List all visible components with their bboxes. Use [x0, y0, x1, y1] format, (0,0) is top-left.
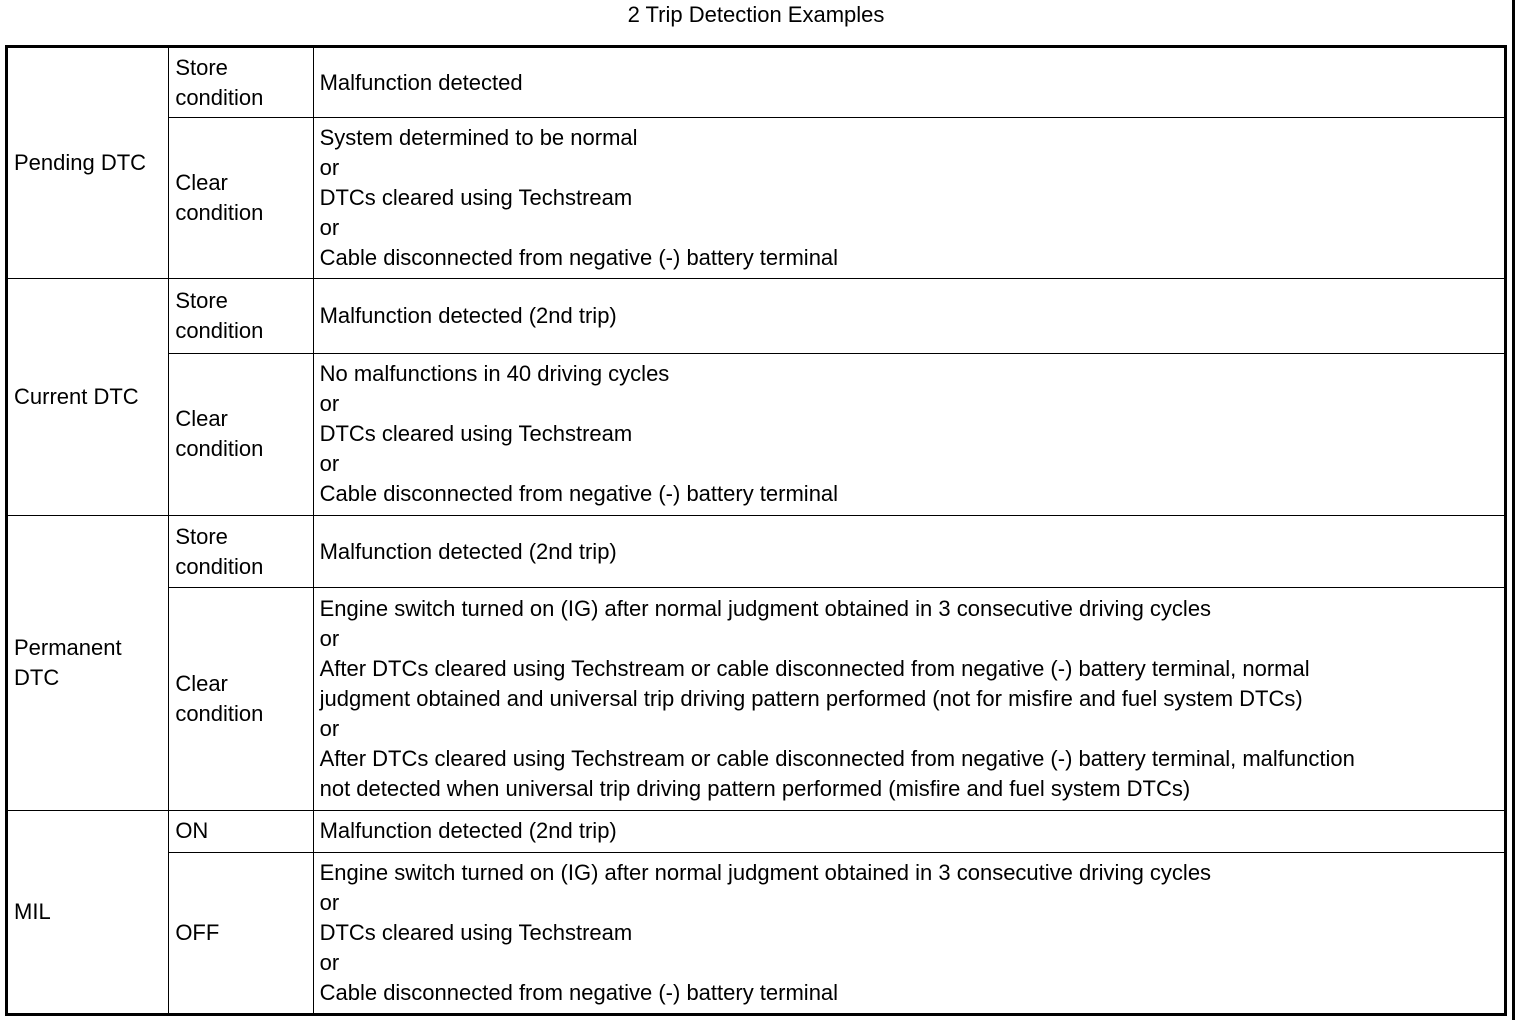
description-cell [313, 353, 1505, 515]
description-line: or [319, 889, 340, 915]
condition-label-line: condition [175, 318, 264, 344]
description-line: Cable disconnected from negative (-) battery terminal [319, 979, 839, 1005]
description-line: DTCs cleared using Techstream [319, 185, 633, 211]
description-line: Cable disconnected from negative (-) battery terminal [319, 245, 839, 271]
description-line: Engine switch turned on (IG) after normal judgment obtained in 3 consecutive driving cycles [319, 595, 1212, 621]
condition-label-line: condition [175, 700, 264, 726]
condition-label-line: Clear [175, 670, 228, 696]
description-line: After DTCs cleared using Techstream or cable disconnected from negative (-) battery terminal, malfunction [319, 745, 1355, 771]
description-line: or [319, 155, 340, 181]
description-cell [313, 588, 1505, 810]
condition-cell-store [169, 47, 313, 118]
description-cell [313, 118, 1505, 279]
category-label-line: Permanent [14, 634, 122, 660]
description-line: or [319, 451, 340, 477]
condition-label-line: Clear [175, 170, 228, 196]
table-row [7, 588, 1506, 810]
category-label: Current DTC [14, 384, 139, 410]
condition-cell-off [169, 852, 313, 1014]
category-cell-pending-dtc [7, 47, 169, 279]
condition-cell-clear [169, 353, 313, 515]
category-cell-permanent-dtc [7, 515, 169, 810]
table-row [7, 810, 1506, 852]
description-cell [313, 47, 1505, 118]
trip-detection-table [5, 45, 1507, 1016]
condition-label-line: condition [175, 84, 264, 110]
description-line: Malfunction detected (2nd trip) [319, 303, 617, 329]
description-line: Engine switch turned on (IG) after normal judgment obtained in 3 consecutive driving cycles [319, 859, 1212, 885]
description-line: not detected when universal trip driving pattern performed (misfire and fuel system DTCs) [319, 775, 1191, 801]
category-cell-mil [7, 810, 169, 1014]
description-line: Malfunction detected (2nd trip) [319, 538, 617, 564]
description-cell [313, 852, 1505, 1014]
description-line: DTCs cleared using Techstream [319, 421, 633, 447]
condition-cell-store [169, 279, 313, 353]
description-line: or [319, 215, 340, 241]
description-line: Cable disconnected from negative (-) battery terminal [319, 481, 839, 507]
condition-label-line: condition [175, 553, 264, 579]
table-row [7, 852, 1506, 1014]
description-cell [313, 279, 1505, 353]
table-row [7, 515, 1506, 587]
description-line: judgment obtained and universal trip driving pattern performed (not for misfire and fuel system DTCs) [319, 685, 1303, 711]
condition-cell-clear [169, 118, 313, 279]
condition-label-line: condition [175, 436, 264, 462]
category-label-line: DTC [14, 664, 60, 690]
table-row [7, 279, 1506, 353]
condition-cell-on [169, 810, 313, 852]
table-row [7, 353, 1506, 515]
category-cell-current-dtc [7, 279, 169, 515]
description-line: DTCs cleared using Techstream [319, 919, 633, 945]
page-title: 2 Trip Detection Examples [627, 2, 885, 27]
description-line: Malfunction detected [319, 69, 523, 95]
condition-cell-clear [169, 588, 313, 810]
description-line: System determined to be normal [319, 125, 638, 151]
description-line: Malfunction detected (2nd trip) [319, 818, 617, 844]
condition-label-line: Store [175, 54, 228, 80]
table-row [7, 47, 1506, 118]
condition-cell-store [169, 515, 313, 587]
category-label: Pending DTC [14, 150, 147, 176]
condition-label-line: Store [175, 288, 228, 314]
description-line: or [319, 949, 340, 975]
description-line: or [319, 391, 340, 417]
category-label: MIL [14, 898, 51, 924]
condition-label: OFF [175, 919, 220, 945]
condition-label: ON [175, 818, 209, 844]
description-line: After DTCs cleared using Techstream or cable disconnected from negative (-) battery terminal, normal [319, 655, 1310, 681]
right-margin-rule [1512, 0, 1515, 1020]
condition-label-line: condition [175, 200, 264, 226]
description-line: or [319, 715, 340, 741]
condition-label-line: Clear [175, 406, 228, 432]
description-cell [313, 515, 1505, 587]
description-line: No malfunctions in 40 driving cycles [319, 361, 670, 387]
description-cell [313, 810, 1505, 852]
condition-label-line: Store [175, 523, 228, 549]
table-row [7, 118, 1506, 279]
description-line: or [319, 625, 340, 651]
